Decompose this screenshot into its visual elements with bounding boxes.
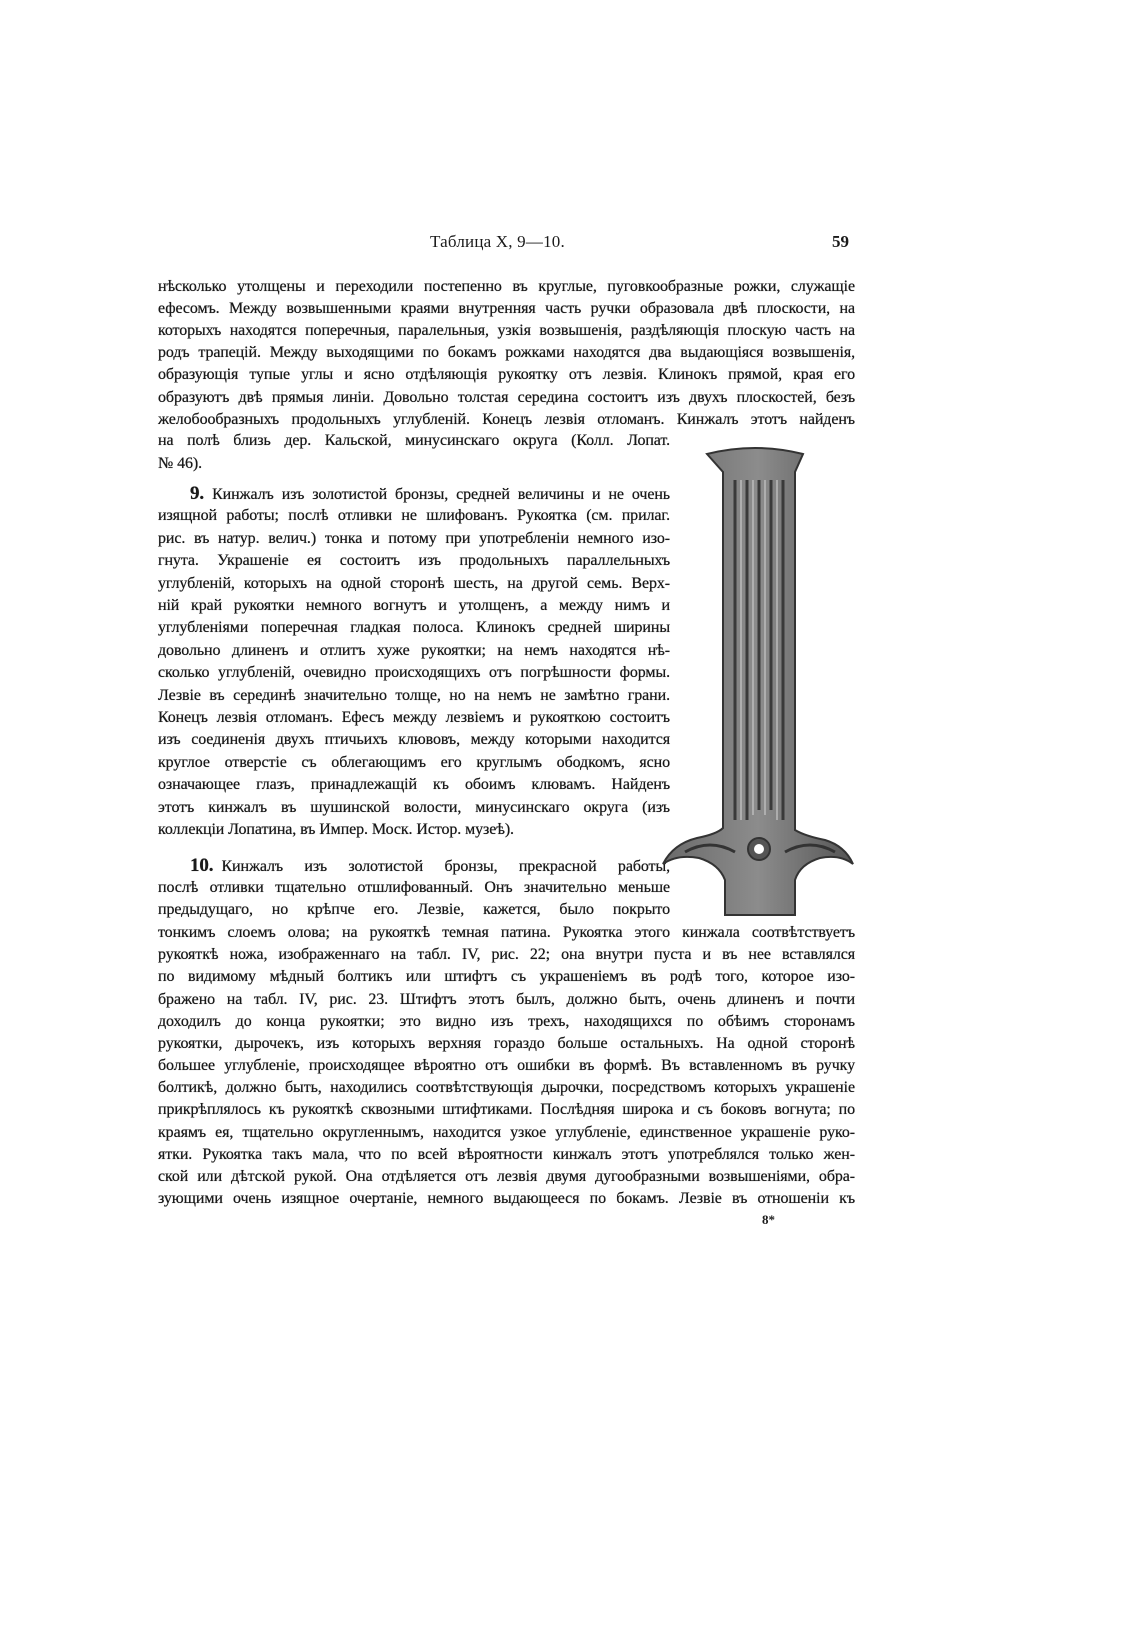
text-line: углубленіями поперечная гладкая полоса. Клинокъ средней ширины <box>158 619 670 637</box>
dagger-handle-illustration <box>655 440 855 920</box>
text-line: изящной работы; послѣ отливки не шлифованъ. Рукоятка (см. прилаг. <box>158 507 670 525</box>
text-line: ефесомъ. Между возвышенными краями внутренняя часть ручки образовала двѣ плоскости, на <box>158 300 855 318</box>
text-line: довольно длиненъ и отлитъ хуже рукоятки; на немъ находятся нѣ- <box>158 641 670 659</box>
text-line: рис. въ натур. велич.) тонка и потому при употребленіи немного изо- <box>158 529 670 547</box>
text-line: которыхъ находятся поперечныя, паралельныя, узкія возвышенія, раздѣляющія плоскую часть на <box>158 322 855 340</box>
text-line <box>190 855 670 877</box>
running-title: Таблица X, 9—10. <box>430 232 565 251</box>
text-line: тонкимъ слоемъ олова; на рукояткѣ темная патина. Рукоятка этого кинжала соотвѣтствуетъ <box>158 924 855 941</box>
signature-mark: 8* <box>762 1212 775 1227</box>
text-line: образующія тупые углы и ясно отдѣляющія рукоятку отъ лезвія. Клинокъ прямой, края его <box>158 366 855 384</box>
text-line: родъ трапецій. Между выходящими по бокамъ рожками находятся два выдающіяся возвышенія, <box>158 344 855 362</box>
text-line: по видимому мѣдный болтикъ или штифтъ съ украшеніемъ въ родѣ того, которое изо- <box>158 968 855 986</box>
text-line: на полѣ близь дер. Кальской, минусинскаго округа (Колл. Лопат. <box>158 432 670 449</box>
text-line: коллекціи Лопатина, въ Импер. Моск. Истор. музеѣ). <box>158 821 514 838</box>
text-line: ской или дѣтской рукой. Она отдѣляется отъ лезвія двумя дугообразными возвышеніями, обра- <box>158 1167 855 1185</box>
text-line <box>190 483 670 505</box>
text-line: круглое отверстіе съ облегающимъ его круглымъ ободкомъ, ясно <box>158 753 670 771</box>
paragraph-number: 9. <box>190 483 205 504</box>
text-line: прикрѣплялось къ рукояткѣ сквозными штифтиками. Послѣдняя широка и съ боковъ вогнута; по <box>158 1101 855 1119</box>
line-text: Кинжалъ изъ золотистой бронзы, средней величины и не очень <box>212 486 670 503</box>
text-line: зующими очень изящное очертаніе, немного выдающееся по бокамъ. Лезвіе въ отношеніи къ <box>158 1190 855 1208</box>
text-line: гнута. Украшеніе ея состоитъ изъ продольныхъ параллельныхъ <box>158 552 670 570</box>
text-line: ній край рукоятки немного вогнутъ и утолщенъ, а между нимъ и <box>158 597 670 614</box>
line-text: Кинжалъ изъ золотистой бронзы, прекрасной работы, <box>221 858 670 875</box>
text-line: Конецъ лезвія отломанъ. Ефесъ между лезвіемъ и рукояткою состоитъ <box>158 709 670 726</box>
text-line: большее углубленіе, происходящее вѣроятно отъ ошибки въ формѣ. Въ вставленномъ въ ручку <box>158 1057 855 1075</box>
text-line: рукояткѣ ножа, изображеннаго на табл. IV, рис. 22; она внутри пуста и въ нее вставлялся <box>158 946 855 964</box>
text-line: № 46). <box>158 455 202 472</box>
paragraph-number: 10. <box>190 855 214 876</box>
text-line: ятки. Рукоятка такъ мала, что по всей вѣроятности кинжалъ этотъ употреблялся только жен- <box>158 1145 855 1163</box>
text-line: этотъ кинжалъ въ шушинской волости, минусинскаго округа (изъ <box>158 798 670 816</box>
text-line: болтикѣ, должно быть, находились соотвѣтствующія дырочки, посредствомъ которыхъ украшеніе <box>158 1079 855 1097</box>
text-line: бражено на табл. IV, рис. 23. Штифтъ этотъ былъ, должно быть, очень длиненъ и почти <box>158 990 855 1008</box>
text-line: желобообразныхъ продольныхъ углубленій. Конецъ лезвія отломанъ. Кинжалъ этотъ найденъ <box>158 410 855 428</box>
text-line: предыдущаго, но крѣпче его. Лезвіе, кажется, было покрыто <box>158 901 670 918</box>
text-line: рукоятки, дырочекъ, изъ которыхъ верхняя гораздо больше остальныхъ. На одной сторонѣ <box>158 1034 855 1052</box>
text-line: нѣсколько утолщены и переходили постепенно въ круглые, пуговкообразные рожки, служащіе <box>158 278 855 295</box>
text-line: углубленій, которыхъ на одной сторонѣ шесть, на другой семь. Верх- <box>158 574 670 592</box>
text-line: послѣ отливки тщательно отшлифованный. Онъ значительно меньше <box>158 879 670 896</box>
page-number: 59 <box>832 232 849 251</box>
text-line: изъ соединенія двухъ птичьихъ клювовъ, между которыми находится <box>158 731 670 749</box>
text-line: краямъ ея, тщательно округленнымъ, находится узкое углубленіе, единственное украшеніе руко- <box>158 1123 855 1141</box>
text-line: означающее глазъ, принадлежащій къ обоимъ клювамъ. Найденъ <box>158 776 670 794</box>
text-line: сколько углубленій, очевидно происходящихъ отъ погрѣшности формы. <box>158 664 670 682</box>
text-line: Лезвіе въ серединѣ значительно толще, но на немъ не замѣтно грани. <box>158 686 670 704</box>
text-line: образуютъ двѣ прямыя линіи. Довольно толстая середина состоитъ изъ двухъ плоскостей, безъ <box>158 388 855 406</box>
text-line: доходилъ до конца рукоятки; это видно изъ трехъ, находящихся по обѣимъ сторонамъ <box>158 1012 855 1030</box>
